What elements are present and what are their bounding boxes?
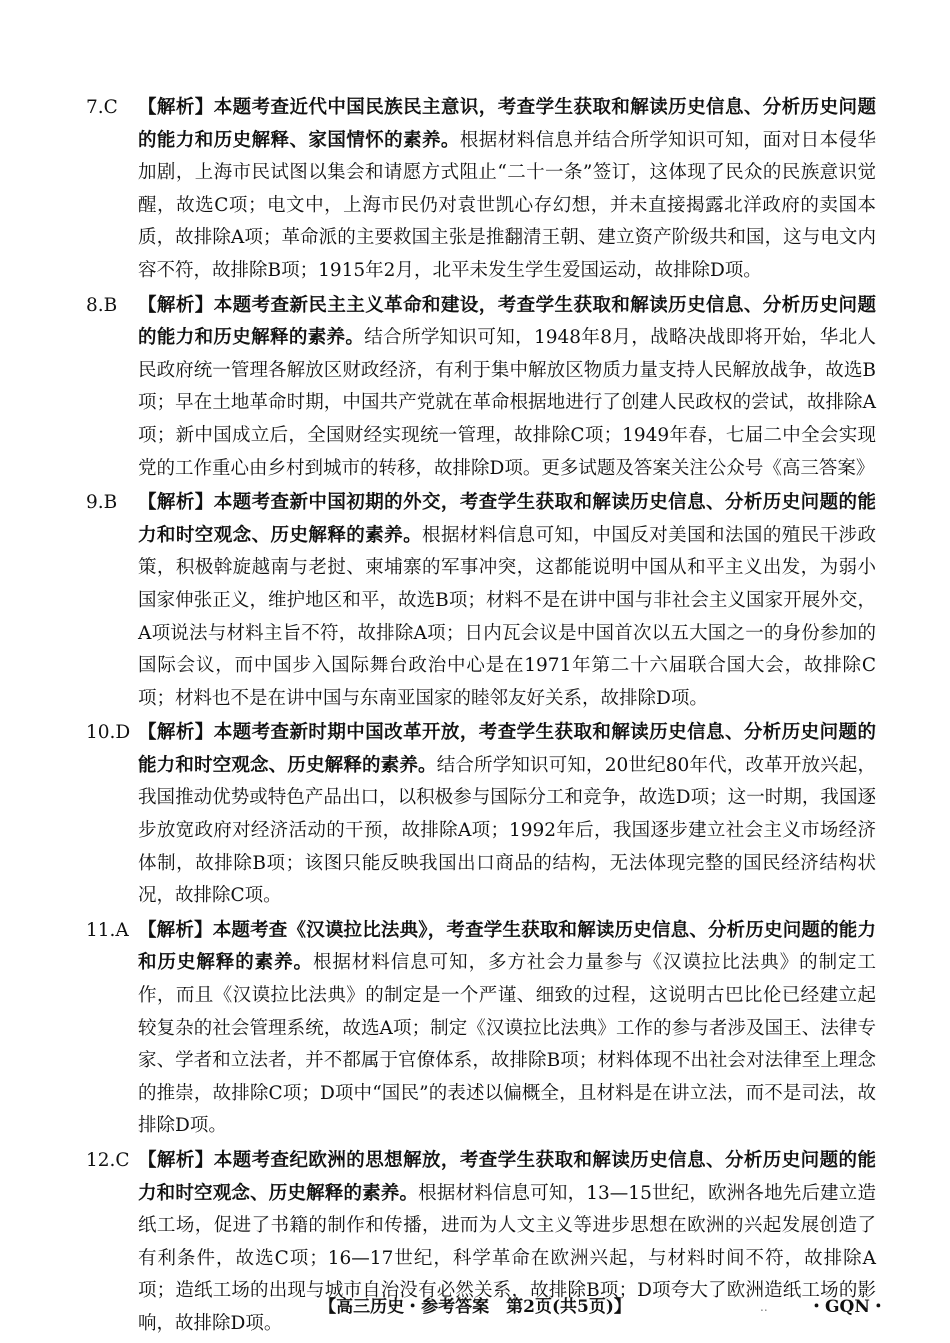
analysis-text: 根据材料信息并结合所学知识可知，面对日本侵华加剧，上海市民试图以集会和请愿方式阻止“二十一条”签订，这体现了民众的民族意识觉醒，故选C项；电文中，上海市民仍对袁世凯心存幻想，并未直接揭露北洋政府的卖国本质，故排除A项；革命派的主要救国主张是推翻清王朝、建立资产阶级共和国，这与电文内容不符，故排除B项；1915年2月，北平未发生学生爱国运动，故排除D项。 xyxy=(138,129,876,281)
page-footer xyxy=(0,1292,950,1322)
answer-body xyxy=(138,487,876,715)
analysis-tag: 【解析】 xyxy=(138,919,213,941)
answer-item-10 xyxy=(86,717,876,913)
analysis-lead: 本题考查新时期中国改革开放，考查学生获取和解读历史信息、分析历史问题的能力和时空观念、历史解释的素养。 xyxy=(138,722,876,776)
analysis-text: 根据材料信息可知，中国反对美国和法国的殖民干涉政策，积极斡旋越南与老挝、柬埔寨的军事冲突，这都能说明中国从和平主义出发，为弱小国家伸张正义，维护地区和平，故选B项；材料不是在讲中国与非社会主义国家开展外交，A项说法与材料主旨不符，故排除A项；日内瓦会议是中国首次以五大国之一的身份参加的国际会议，而中国步入国际舞台政治中心是在1971年第二十六届联合国大会，故排除C项；材料也不是在讲中国与东南亚国家的睦邻友好关系，故排除D项。 xyxy=(138,524,876,709)
analysis-lead: 本题考查纪欧洲的思想解放，考查学生获取和解读历史信息、分析历史问题的能力和时空观念、历史解释的素养。 xyxy=(138,1150,876,1204)
analysis-lead: 本题考查新中国初期的外交，考查学生获取和解读历史信息、分析历史问题的能力和时空观念、历史解释的素养。 xyxy=(138,492,876,546)
analysis-text: 根据材料信息可知，13—15世纪，欧洲各地先后建立造纸工场，促进了书籍的制作和传播，进而为人文主义等进步思想在欧洲的兴起发展创造了有利条件，故选C项；16—17世纪，科学革命在欧洲兴起，与材料时间不符，故排除A项；造纸工场的出现与城市自治没有必然关系，故排除B项；D项夸大了欧洲造纸工场的影响，故排除D项。 xyxy=(138,1182,876,1334)
answer-item-7 xyxy=(86,92,876,288)
question-number: 9.B xyxy=(86,492,118,514)
footer-code: ・GQN・ xyxy=(808,1297,887,1317)
question-number: 8.B xyxy=(86,294,118,316)
answer-body xyxy=(138,915,876,1143)
question-number: 7.C xyxy=(86,97,118,118)
answer-body xyxy=(138,92,876,288)
analysis-tag: 【解析】 xyxy=(138,97,214,118)
question-number: 10.D xyxy=(86,722,131,744)
analysis-lead: 本题考查近代中国民族民主意识，考查学生获取和解读历史信息、分析历史问题的能力和历史解释、家国情怀的素养。 xyxy=(138,97,876,151)
analysis-tag: 【解析】 xyxy=(138,1150,214,1171)
answer-item-11 xyxy=(86,915,876,1143)
analysis-tag: 【解析】 xyxy=(138,294,214,316)
footer-label: 【高三历史・参考答案 第2页(共5页)】 xyxy=(319,1297,631,1317)
answer-item-9 xyxy=(86,487,876,715)
analysis-lead: 本题考查新民主主义革命和建设，考查学生获取和解读历史信息、分析历史问题的能力和历史解释的素养。 xyxy=(138,294,876,349)
analysis-lead: 本题考查《汉谟拉比法典》，考查学生获取和解读历史信息、分析历史问题的能力和历史解释的素养。 xyxy=(138,919,876,974)
analysis-text: 结合所学知识可知，20世纪80年代，改革开放兴起，我国推动优势或特色产品出口，以积极参与国际分工和竞争，故选D项；这一时期，我国逐步放宽政府对经济活动的干预，故排除A项；1992年后，我国逐步建立社会主义市场经济体制，故排除B项；该图只能反映我国出口商品的结构，无法体现完整的国民经济结构状况，故排除C项。 xyxy=(138,754,876,907)
question-number: 12.C xyxy=(86,1150,130,1171)
analysis-text: 结合所学知识可知，1948年8月，战略决战即将开始，华北人民政府统一管理各解放区财政经济，有利于集中解放区物质力量支持人民解放战争，故选B项；早在土地革命时期，中国共产党就在革命根据地进行了创建人民政权的尝试，故排除A项；新中国成立后，全国财经实现统一管理，故排除C项；1949年春，七届二中全会实现党的工作重心由乡村到城市的转移，故排除D项。更多试题及答案关注公众号《高三答案》 xyxy=(138,327,876,479)
footer-dots: .. xyxy=(760,1300,768,1314)
question-number: 11.A xyxy=(86,919,129,941)
answer-body xyxy=(138,717,876,913)
answer-body xyxy=(138,290,876,486)
analysis-text: 根据材料信息可知，多方社会力量参与《汉谟拉比法典》的制定工作，而且《汉谟拉比法典》的制定是一个严谨、细致的过程，这说明古巴比伦已经建立起较复杂的社会管理系统，故选A项；制定《汉谟拉比法典》工作的参与者涉及国王、法律专家、学者和立法者，并不都属于官僚体系，故排除B项；材料体现不出社会对法律至上理念的推崇，故排除C项；D项中“国民”的表述以偏概全，且材料是在讲立法，而不是司法，故排除D项。 xyxy=(138,952,876,1137)
analysis-tag: 【解析】 xyxy=(138,722,214,744)
analysis-tag: 【解析】 xyxy=(138,492,214,514)
answer-item-8 xyxy=(86,290,876,486)
answer-list xyxy=(86,92,876,1343)
